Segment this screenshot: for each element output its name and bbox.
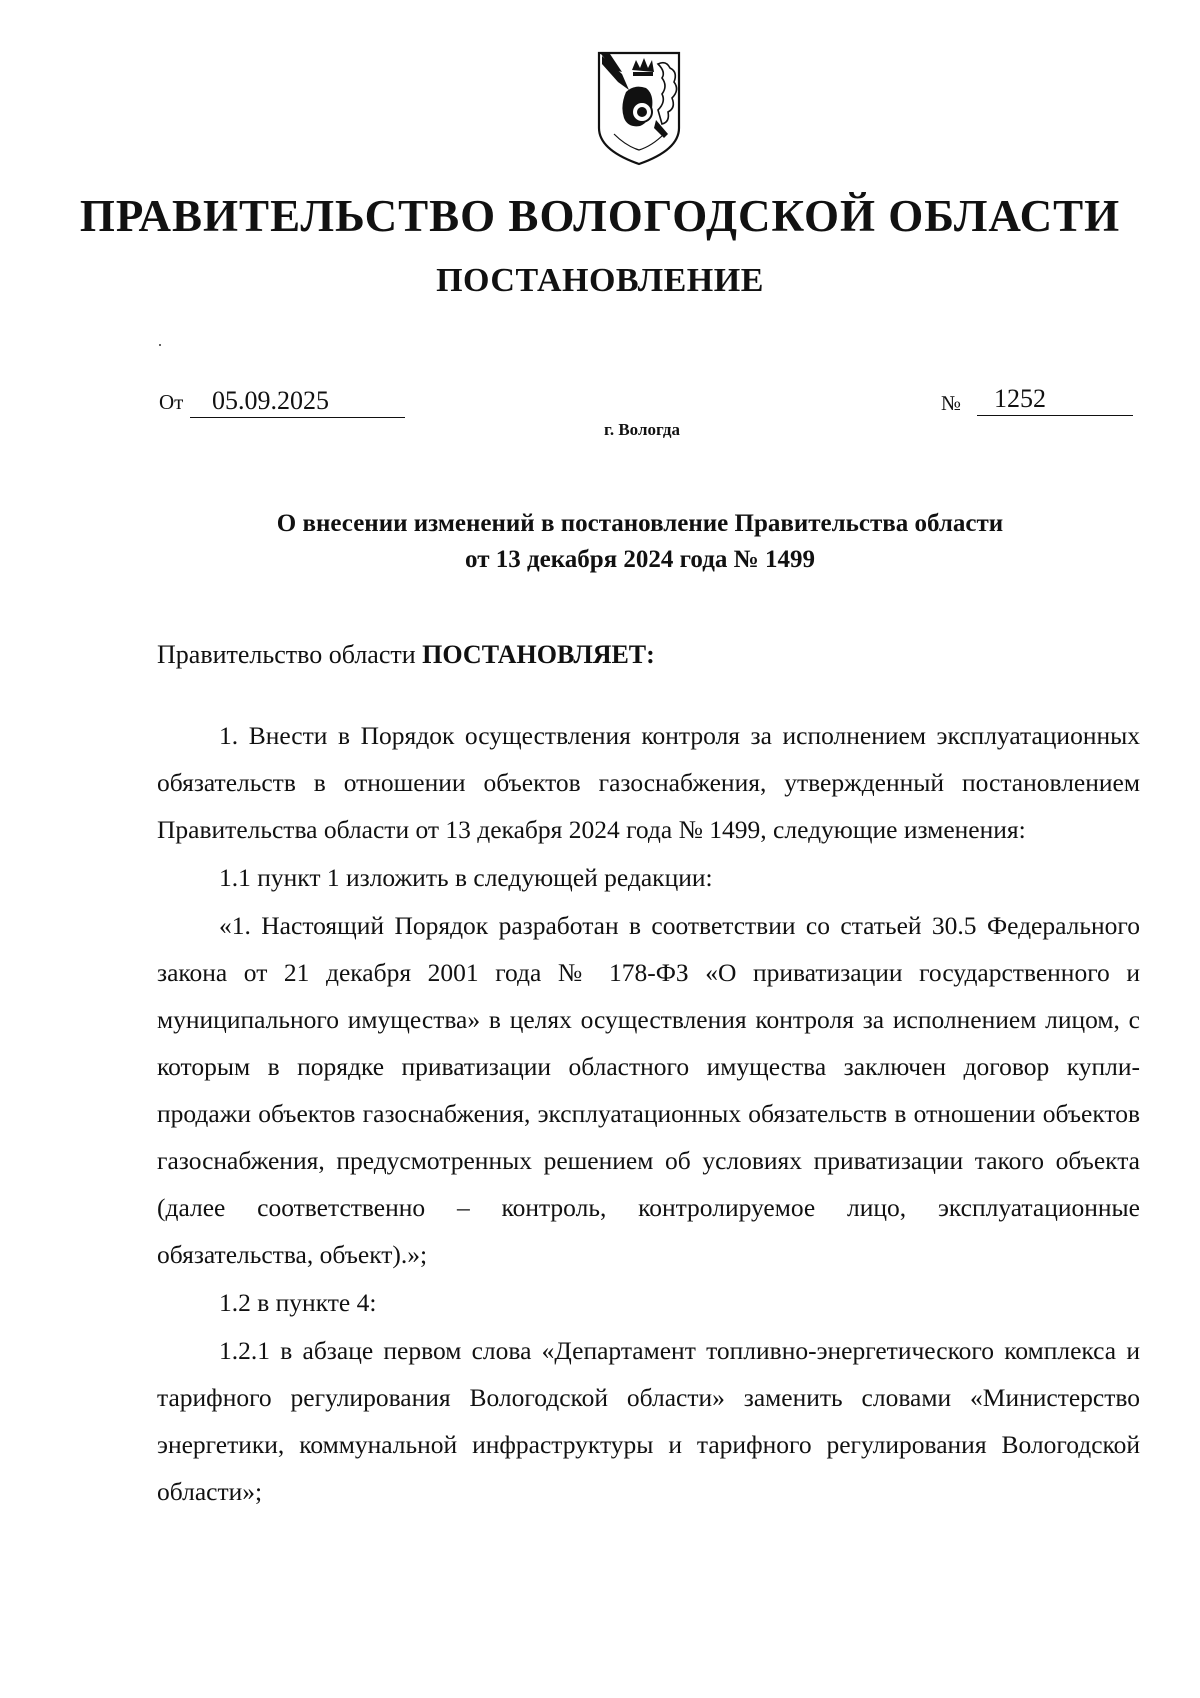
scan-dot-mark — [159, 344, 161, 346]
paragraph: 1. Внести в Порядок осуществления контроля за исполнением эксплуатационных обязательств в отношении объектов газоснабжения, утвержденный постановлением Правительства области от 13 декабря 2024 года № 1499, следующие изменения: — [157, 721, 1140, 844]
coat-of-arms-emblem — [596, 50, 682, 168]
paragraph: «1. Настоящий Порядок разработан в соответствии со статьей 30.5 Федерального закона от 21 декабря 2001 года № 178-ФЗ «О приватизации государственного и муниципального имущества» в целях осуществления контроля за исполнением лицом, с которым в порядке приватизации областного имущества заключен договор купли-продажи объектов газоснабжения, эксплуатационных обязательств в отношении объектов газоснабжения, предусмотренных решением об условиях приватизации такого объекта (далее соответственно – контроль, контролируемое лицо, эксплуатационные обязательства, объект).»; — [157, 911, 1140, 1269]
number-value: 1252 — [977, 383, 1133, 416]
paragraph: 1.2.1 в абзаце первом слова «Департамент топливно-энергетического комплекса и тарифного регулирования Вологодской области» заменить словами «Министерство энергетики, коммунальной инфраструктуры и тарифного регулирования Вологодской области»; — [157, 1336, 1140, 1506]
document-type-heading: ПОСТАНОВЛЕНИЕ — [436, 262, 764, 299]
paragraph: 1.1 пункт 1 изложить в следующей редакции: — [219, 863, 713, 892]
paragraph: 1.2 в пункте 4: — [219, 1288, 377, 1317]
subject-line-2: от 13 декабря 2024 года № 1499 — [465, 546, 815, 573]
resolve-lead: Правительство области — [157, 640, 423, 669]
number-label: № — [941, 391, 962, 415]
document-body — [157, 712, 1140, 1516]
date-value: 05.09.2025 — [190, 385, 405, 418]
city-label: г. Вологда — [604, 420, 680, 439]
document-subject — [0, 506, 1200, 578]
date-label: От — [159, 390, 184, 414]
resolve-line — [157, 640, 655, 670]
subject-line-1: О внесении изменений в постановление Правительства области — [276, 510, 1004, 537]
government-title: ПРАВИТЕЛЬСТВО ВОЛОГОДСКОЙ ОБЛАСТИ — [79, 191, 1121, 241]
resolve-keyword: ПОСТАНОВЛЯЕТ: — [422, 640, 655, 669]
